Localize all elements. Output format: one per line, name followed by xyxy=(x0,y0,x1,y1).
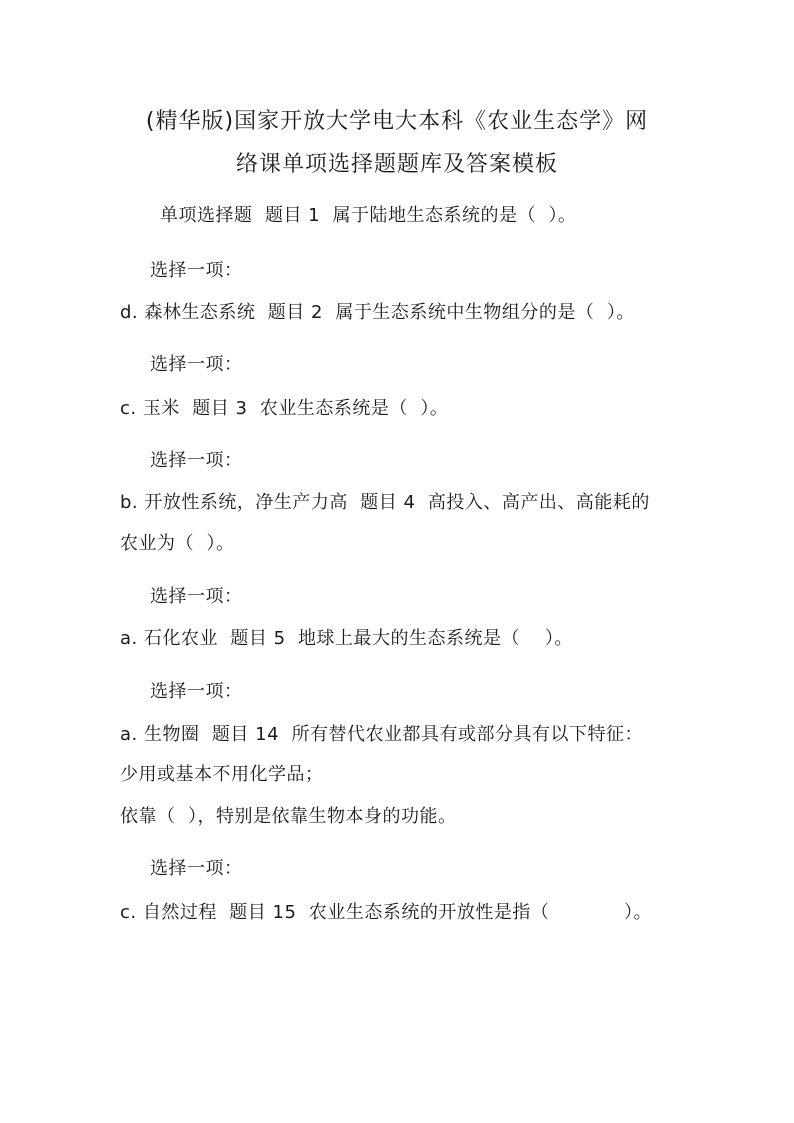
select-one-label: 选择一项： xyxy=(150,858,243,879)
select-one-label: 选择一项： xyxy=(150,681,243,702)
document-title-line-2: 络课单项选择题题库及答案模板 xyxy=(235,152,558,177)
question-4-continued: 农业为（ ）。 xyxy=(120,533,235,554)
document-title-line-1: (精华版)国家开放大学电大本科《农业生态学》网 xyxy=(145,109,649,134)
question-1-stem: 单项选择题 题目 1 属于陆地生态系统的是（ ）。 xyxy=(160,205,577,226)
answer-and-question-15: c. 自然过程 题目 15 农业生态系统的开放性是指（ ）。 xyxy=(120,902,653,923)
answer-and-question-3: c. 玉米 题目 3 农业生态系统是（ ）。 xyxy=(120,398,449,419)
select-one-label: 选择一项： xyxy=(150,586,243,607)
answer-and-question-2: d. 森林生态系统 题目 2 属于生态系统中生物组分的是（ ）。 xyxy=(120,302,635,323)
select-one-label: 选择一项： xyxy=(150,354,243,375)
answer-and-question-4: b. 开放性系统，净生产力高 题目 4 高投入、高产出、高能耗的 xyxy=(120,492,650,513)
answer-and-question-5: a. 石化农业 题目 5 地球上最大的生态系统是（ ）。 xyxy=(120,628,573,649)
select-one-label: 选择一项： xyxy=(150,450,243,471)
question-14-feature-2: 依靠（ ），特别是依靠生物本身的功能。 xyxy=(120,806,457,827)
question-14-feature-1: 少用或基本不用化学品； xyxy=(120,764,324,785)
answer-and-question-14: a. 生物圈 题目 14 所有替代农业都具有或部分具有以下特征： xyxy=(120,724,643,745)
select-one-label: 选择一项： xyxy=(150,260,243,281)
